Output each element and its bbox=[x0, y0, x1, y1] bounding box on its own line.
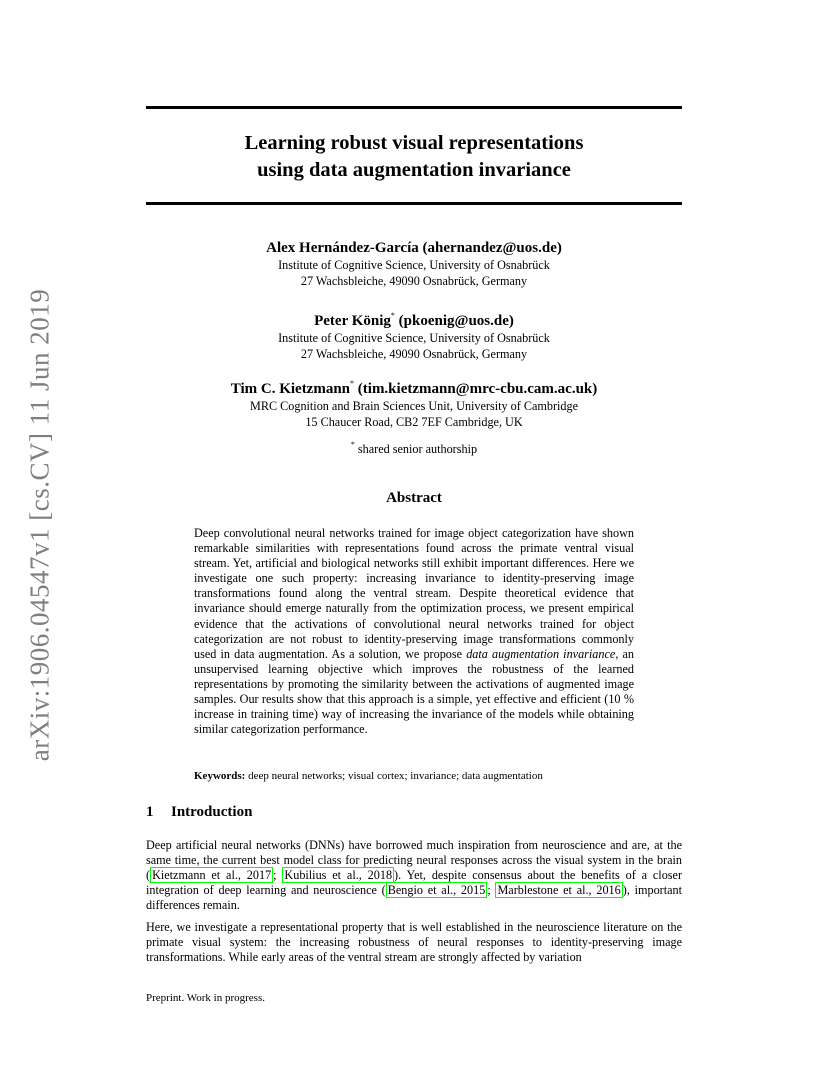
paragraph-text: ). Yet, despite consensus about the benefits of a closer integration of deep learning and neuroscience ( bbox=[146, 868, 682, 898]
paragraph-text: ), important differences remain. bbox=[146, 883, 683, 913]
abstract-text: Deep convolutional neural networks trained for image object categorization have shown remarkable similarities with representations found across the primate ventral visual stream. Yet, artificial and biological networks still exhibit important differences. Here we investigate one such property: increasing invariance to identity-preserving image transformations found along the ventral stream. Despite theoretical evidence that invariance should emerge naturally from the optimization process, we present empirical evidence that the activations of convolutional neural networks trained for object categorization are not robust to identity-preserving image transformations commonly used in data augmentation. As a solution, we propose bbox=[194, 526, 634, 661]
author-star: * bbox=[390, 311, 395, 320]
keywords bbox=[194, 769, 634, 783]
section-title: Introduction bbox=[171, 804, 253, 820]
citation-link[interactable]: Bengio et al., 2015 bbox=[387, 883, 486, 898]
abstract-emphasis: data augmentation invariance bbox=[466, 646, 616, 661]
citation-link[interactable]: Marblestone et al., 2016 bbox=[497, 883, 621, 898]
title-top-rule bbox=[146, 106, 682, 109]
author-address: 27 Wachsbleiche, 49090 Osnabrück, Germany bbox=[300, 273, 528, 288]
abstract-body bbox=[194, 526, 634, 737]
authorship-note bbox=[146, 437, 682, 457]
abstract-heading: Abstract bbox=[386, 490, 442, 506]
paragraph-text: ; bbox=[273, 868, 283, 883]
author-name bbox=[146, 374, 682, 399]
author-address: 27 Wachsbleiche, 49090 Osnabrück, Germany bbox=[300, 346, 528, 361]
author-name-text: Tim C. Kietzmann bbox=[230, 381, 351, 397]
keywords-label: Keywords: bbox=[194, 770, 246, 782]
author-email: (pkoenig@uos.de) bbox=[394, 313, 514, 329]
note-text: shared senior authorship bbox=[357, 442, 478, 456]
intro-paragraph-1 bbox=[146, 838, 682, 913]
abstract-text: , an unsupervised learning objective which improves the robustness of the learned representations by promoting the similarity between the activations of augmented image samples. Our results show that this approach is a simple, yet effective and efficient (10 % increase in training time) way of increasing the invariance of the models while obtaining similar categorization performance. bbox=[194, 646, 635, 737]
paragraph-text: ; bbox=[487, 883, 496, 898]
author-name: Alex Hernández-García (ahernandez@uos.de) bbox=[266, 240, 562, 256]
author-block-2 bbox=[146, 306, 682, 362]
author-block-1 bbox=[146, 239, 682, 289]
keywords-text: deep neural networks; visual cortex; invariance; data augmentation bbox=[245, 770, 543, 782]
section-heading bbox=[146, 804, 252, 821]
preprint-footer: Preprint. Work in progress. bbox=[146, 992, 265, 1004]
author-email: (tim.kietzmann@mrc-cbu.cam.ac.uk) bbox=[354, 381, 598, 397]
author-name-text: Peter König bbox=[314, 313, 391, 329]
title-bottom-rule bbox=[146, 202, 682, 205]
title-line-1: Learning robust visual representations bbox=[244, 132, 584, 154]
author-block-3 bbox=[146, 374, 682, 430]
paragraph-text: Deep artificial neural networks (DNNs) have borrowed much inspiration from neuroscience and are, at the same time, the current best model class for predicting neural responses across the visual system in the brain ( bbox=[146, 838, 682, 883]
citation-link[interactable]: Kubilius et al., 2018 bbox=[284, 868, 393, 883]
arxiv-identifier-text: arXiv:1906.04547v1 [cs.CV] 11 Jun 2019 bbox=[24, 288, 55, 762]
intro-paragraph-2: Here, we investigate a representational property that is well established in the neuroscience literature on the primate visual system: the increasing robustness of neural responses to identity-preserving image transformations. While early areas of the ventral stream are strongly affected by variation bbox=[146, 920, 682, 965]
author-star: * bbox=[350, 379, 355, 388]
paper-title bbox=[146, 130, 682, 184]
author-affiliation: Institute of Cognitive Science, University of Osnabrück bbox=[278, 331, 550, 345]
note-star: * bbox=[350, 440, 355, 449]
title-line-2: using data augmentation invariance bbox=[257, 159, 571, 181]
citation-link[interactable]: Kietzmann et al., 2017 bbox=[152, 868, 272, 883]
author-name bbox=[146, 306, 682, 331]
author-affiliation: Institute of Cognitive Science, University of Osnabrück bbox=[278, 258, 550, 272]
author-address: 15 Chaucer Road, CB2 7EF Cambridge, UK bbox=[305, 414, 523, 429]
section-number: 1 bbox=[146, 804, 154, 820]
author-affiliation: MRC Cognition and Brain Sciences Unit, University of Cambridge bbox=[249, 399, 578, 413]
